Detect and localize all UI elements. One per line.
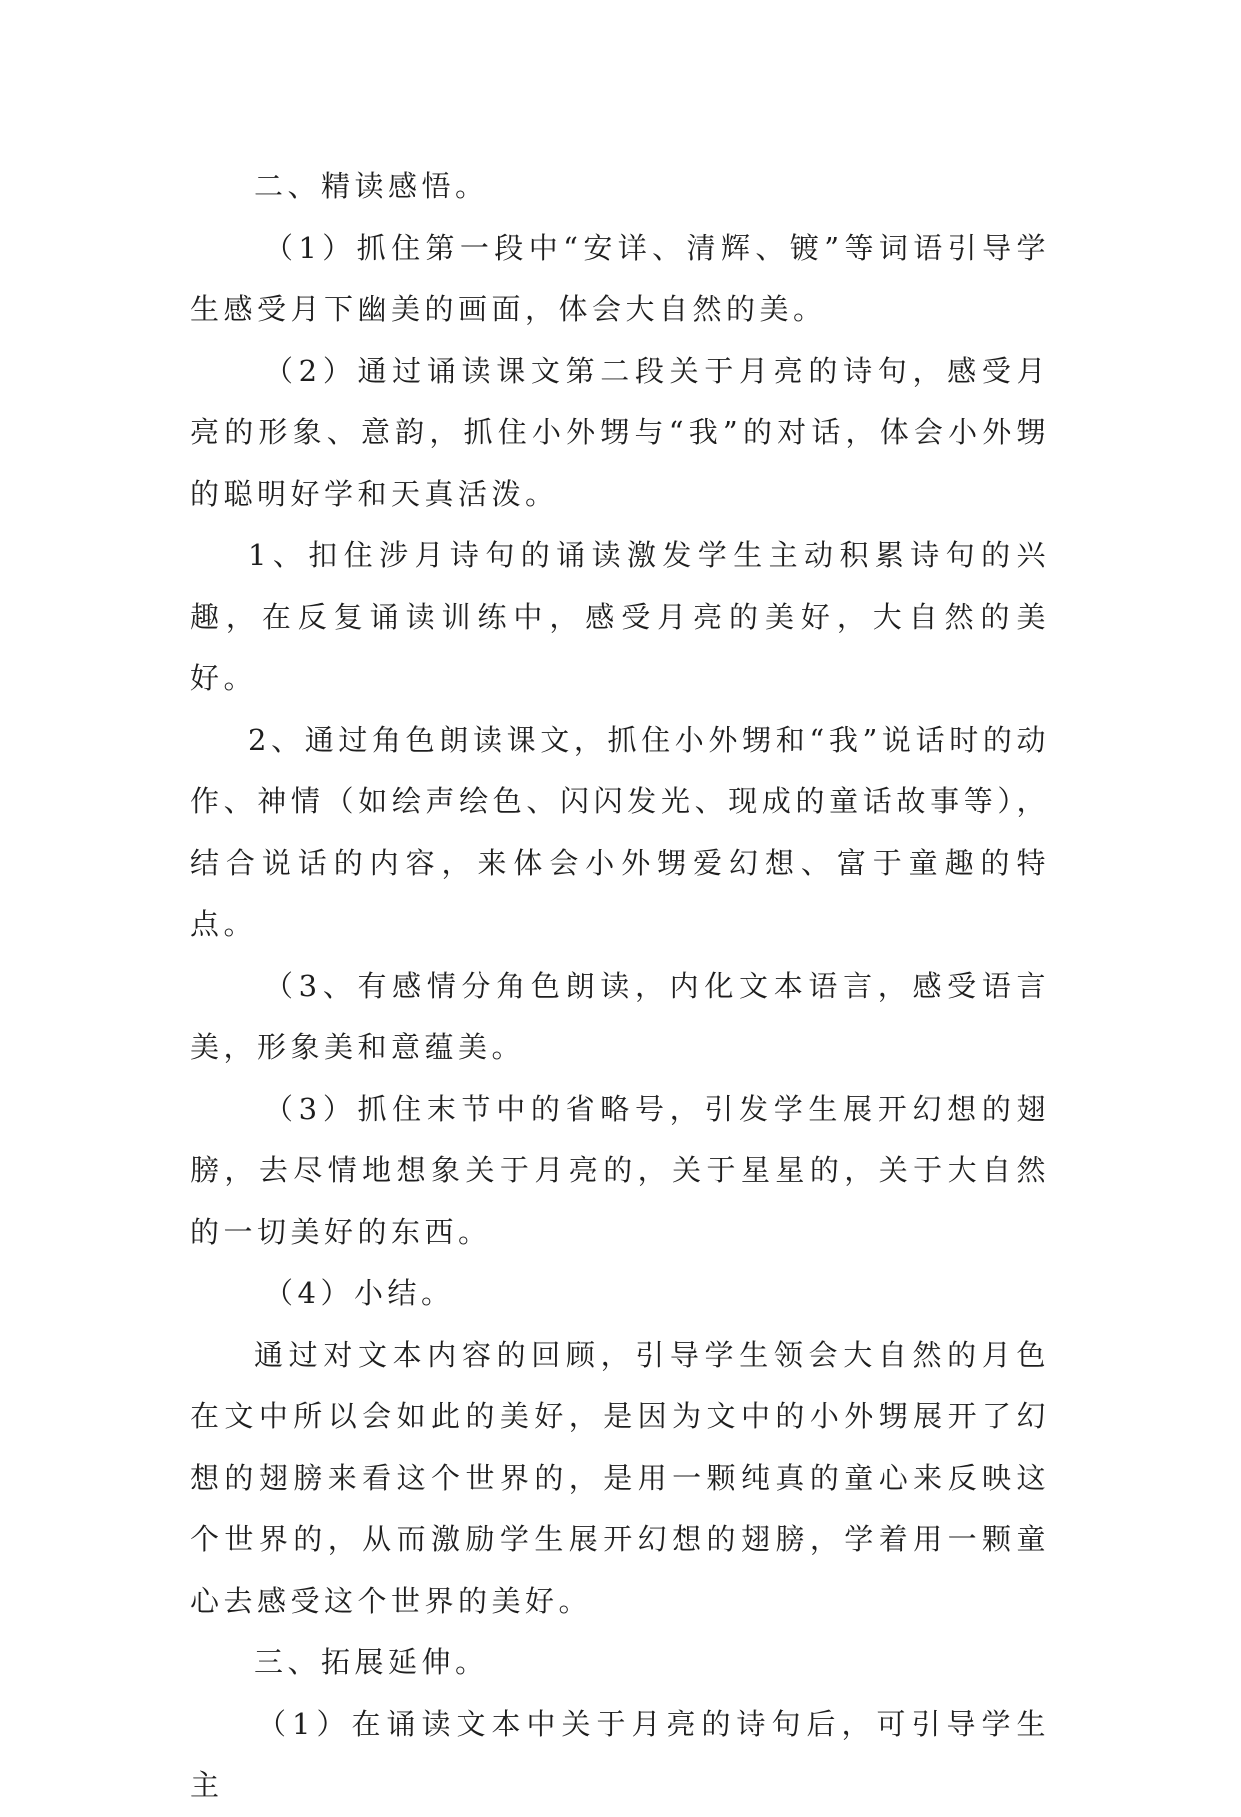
paragraph-summary: 通过对文本内容的回顾，引导学生领会大自然的月色在文中所以会如此的美好，是因为文中的小外甥展开了幻想的翅膀来看这个世界的，是用一颗纯真的童心来反映这个世界的，从而激励学生展开幻想的翅膀，学着用一颗童心去感受这个世界的美好。	[190, 1337, 1050, 1618]
paragraph-item-1: （1）抓住第一段中“安详、清辉、镀”等词语引导学生感受月下幽美的画面，体会大自然的美。	[190, 230, 1050, 326]
paragraph-extension-item-1: （1）在诵读文本中关于月亮的诗句后，可引导学生主	[190, 1706, 1050, 1802]
paragraph-subitem-2: 2、通过角色朗读课文，抓住小外甥和“我”说话时的动作、神情（如绘声绘色、闪闪发光、现成的童话故事等），结合说话的内容，来体会小外甥爱幻想、富于童趣的特点。	[190, 722, 1050, 941]
paragraph-item-4: （4）小结。	[264, 1276, 455, 1310]
section-heading-intensive-reading: 二、精读感悟。	[254, 169, 489, 203]
section-heading-extension: 三、拓展延伸。	[254, 1645, 489, 1679]
paragraph-item-3a: （3、有感情分角色朗读，内化文本语言，感受语言美，形象美和意蕴美。	[190, 968, 1050, 1064]
document-body	[190, 156, 1050, 1817]
paragraph-subitem-1: 1、扣住涉月诗句的诵读激发学生主动积累诗句的兴趣，在反复诵读训练中，感受月亮的美好，大自然的美好。	[190, 538, 1050, 695]
paragraph-item-2: （2）通过诵读课文第二段关于月亮的诗句，感受月亮的形象、意韵，抓住小外甥与“我”的对话，体会小外甥的聪明好学和天真活泼。	[190, 353, 1050, 511]
paragraph-item-3b: （3）抓住末节中的省略号，引发学生展开幻想的翅膀，去尽情地想象关于月亮的，关于星星的，关于大自然的一切美好的东西。	[190, 1091, 1050, 1249]
